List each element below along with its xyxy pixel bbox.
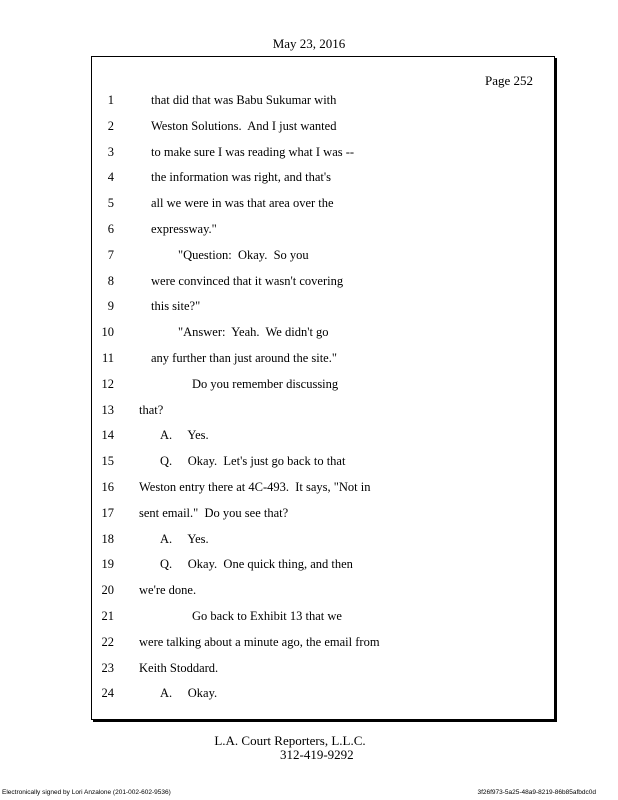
line-number: 3: [107, 144, 114, 159]
line-text: that?: [139, 402, 164, 417]
transcript-page: [91, 56, 555, 720]
transcript-line: [92, 119, 552, 139]
line-number: 12: [101, 376, 114, 391]
transcript-line: [92, 428, 552, 448]
transcript-line: [92, 454, 552, 474]
transcript-line: [92, 480, 552, 500]
line-number: 18: [101, 531, 114, 546]
footer-company: L.A. Court Reporters, L.L.C.: [214, 733, 366, 748]
line-number: 19: [101, 557, 114, 572]
line-text: A. Okay.: [160, 686, 218, 701]
transcript-line: [92, 403, 552, 423]
line-text: Do you remember discussing: [192, 376, 339, 391]
transcript-line: [92, 635, 552, 655]
transcript-line: [92, 248, 552, 268]
transcript-line: [92, 222, 552, 242]
line-text: to make sure I was reading what I was --: [151, 144, 355, 159]
line-text: were convinced that it wasn't covering: [151, 273, 344, 288]
line-number: 5: [107, 196, 114, 211]
line-number: 9: [107, 299, 114, 314]
footer-hash: 3f26f973-5a25-48a9-8219-86b85afbdc0d: [477, 789, 596, 796]
transcript-line: [92, 93, 552, 113]
line-number: 6: [107, 222, 114, 236]
line-number: 14: [101, 428, 114, 443]
transcript-line: [92, 351, 552, 371]
transcript-line: [92, 299, 552, 319]
line-number: 22: [101, 634, 114, 649]
line-text: any further than just around the site.": [151, 351, 337, 365]
line-text: "Question: Okay. So you: [178, 247, 309, 262]
line-text: were talking about a minute ago, the email from: [139, 634, 380, 649]
line-text: this site?": [151, 299, 201, 314]
line-number: 1: [107, 93, 114, 107]
line-number: 10: [101, 325, 114, 340]
line-text: A. Yes.: [160, 531, 209, 546]
transcript-line: [92, 377, 552, 397]
line-text: we're done.: [139, 583, 197, 598]
line-number: 15: [101, 454, 114, 469]
line-number: 4: [107, 170, 114, 185]
line-number: 16: [101, 480, 114, 494]
transcript-line: [92, 170, 552, 190]
line-number: 8: [107, 273, 114, 288]
line-number: 17: [101, 505, 114, 520]
line-text: Weston entry there at 4C-493. It says, "Not in: [139, 480, 371, 494]
line-number: 13: [101, 402, 114, 417]
transcript-line: [92, 274, 552, 294]
transcript-line: [92, 686, 552, 706]
line-text: A. Yes.: [160, 428, 209, 443]
line-text: Q. Okay. One quick thing, and then: [160, 557, 353, 572]
transcript-line: [92, 196, 552, 216]
footer-signature: Electronically signed by Lori Anzalone (201-002-602-9536): [2, 789, 171, 796]
line-text: Q. Okay. Let's just go back to that: [160, 454, 346, 469]
transcript-line: [92, 145, 552, 165]
line-number: 24: [101, 686, 114, 701]
transcript-line: [92, 506, 552, 526]
page-number: Page 252: [484, 73, 533, 88]
line-number: 11: [101, 351, 114, 365]
transcript-line: [92, 532, 552, 552]
transcript-line: [92, 609, 552, 629]
line-number: 2: [107, 118, 114, 133]
line-text: "Answer: Yeah. We didn't go: [178, 325, 329, 340]
line-text: the information was right, and that's: [151, 170, 331, 185]
line-text: that did that was Babu Sukumar with: [151, 93, 337, 107]
line-text: expressway.": [151, 222, 217, 236]
footer-phone: 312-419-9292: [280, 747, 354, 762]
header-date: May 23, 2016: [272, 36, 346, 51]
line-text: all we were in was that area over the: [151, 196, 334, 211]
transcript-line: [92, 583, 552, 603]
line-text: Keith Stoddard.: [139, 660, 219, 675]
line-text: Weston Solutions. And I just wanted: [151, 118, 337, 133]
line-number: 21: [101, 609, 114, 623]
line-text: Go back to Exhibit 13 that we: [192, 609, 342, 623]
line-number: 7: [107, 247, 114, 262]
transcript-line: [92, 325, 552, 345]
line-text: sent email." Do you see that?: [139, 505, 289, 520]
line-number: 23: [101, 660, 114, 675]
transcript-line: [92, 557, 552, 577]
transcript-line: [92, 661, 552, 681]
line-number: 20: [101, 583, 114, 598]
